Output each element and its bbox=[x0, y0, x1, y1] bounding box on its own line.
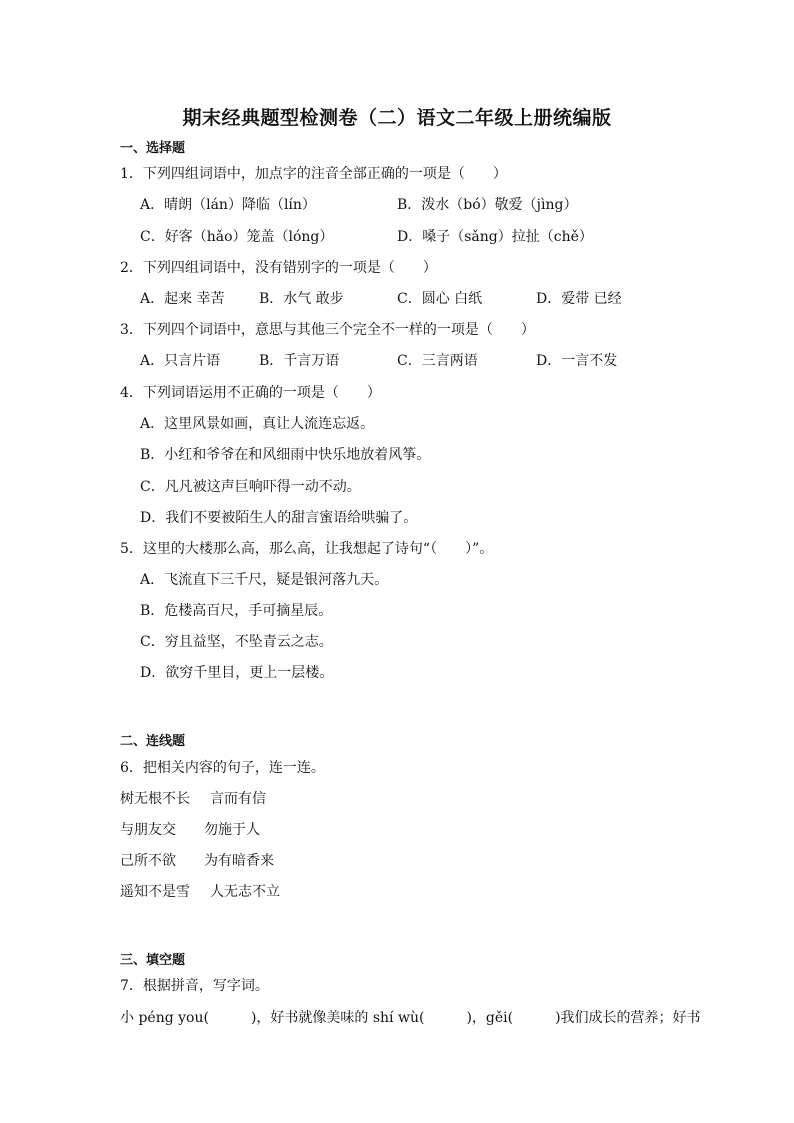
matching-right-2: 勿施于人 bbox=[204, 822, 260, 838]
question-3-option-d: D．一言不发 bbox=[536, 353, 618, 369]
question-4-option-b: B．小红和爷爷在和风细雨中快乐地放着风筝。 bbox=[140, 447, 431, 463]
section-choice-heading: 一、选择题 bbox=[120, 141, 186, 156]
question-1-option-a: A．晴朗（lán）降临（lín） bbox=[140, 197, 316, 213]
section-matching-heading: 二、连线题 bbox=[120, 734, 186, 749]
matching-right-4: 人无志不立 bbox=[210, 884, 280, 900]
question-2-option-a: A．起来 幸苦 bbox=[140, 291, 225, 307]
question-3-option-a: A．只言片语 bbox=[140, 353, 221, 369]
question-1-option-d: D．嗓子（sǎng）拉扯（chě） bbox=[397, 229, 593, 245]
page-title: 期末经典题型检测卷（二）语文二年级上册统编版 bbox=[182, 107, 612, 129]
question-2-stem: 2．下列四组词语中，没有错别字的一项是（ ） bbox=[120, 260, 437, 276]
question-6-stem: 6．把相关内容的句子，连一连。 bbox=[120, 760, 325, 776]
question-7-fill-line: 小 péng you( )，好书就像美味的 shí wù( )，gěi( )我们成长的营养；好书 bbox=[120, 1010, 701, 1026]
question-1-stem: 1．下列四组词语中，加点字的注音全部正确的一项是（ ） bbox=[120, 166, 507, 182]
question-2-option-c: C．圆心 白纸 bbox=[397, 291, 483, 307]
question-5-stem: 5．这里的大楼那么高，那么高，让我想起了诗句“（ ）”。 bbox=[120, 541, 494, 557]
question-7-stem: 7．根据拼音，写字词。 bbox=[120, 978, 269, 994]
question-4-stem: 4．下列词语运用不正确的一项是（ ） bbox=[120, 385, 381, 401]
question-5-option-b: B．危楼高百尺，手可摘星辰。 bbox=[140, 603, 333, 619]
question-3-option-b: B．千言万语 bbox=[259, 353, 340, 369]
question-5-option-d: D．欲穷千里目，更上一层楼。 bbox=[140, 665, 334, 681]
question-2-option-d: D．爱带 已经 bbox=[536, 291, 622, 307]
matching-left-2: 与朋友交 bbox=[120, 822, 176, 838]
question-4-option-d: D．我们不要被陌生人的甜言蜜语给哄骗了。 bbox=[140, 510, 418, 526]
question-4-option-c: C．凡凡被这声巨响吓得一动不动。 bbox=[140, 479, 361, 495]
section-fill-heading: 三、填空题 bbox=[120, 953, 186, 968]
question-1-option-c: C．好客（hǎo）笼盖（lóng） bbox=[140, 229, 334, 245]
question-1-option-b: B．泼水（bó）敬爱（jìng） bbox=[397, 197, 578, 213]
question-2-option-b: B．水气 敢步 bbox=[259, 291, 344, 307]
matching-left-1: 树无根不长 bbox=[120, 791, 190, 807]
question-4-option-a: A．这里风景如画，真让人流连忘返。 bbox=[140, 416, 375, 432]
matching-left-4: 遥知不是雪 bbox=[120, 884, 190, 900]
matching-right-1: 言而有信 bbox=[210, 791, 266, 807]
question-3-option-c: C．三言两语 bbox=[397, 353, 478, 369]
matching-left-3: 己所不欲 bbox=[120, 853, 176, 869]
question-5-option-a: A．飞流直下三千尺，疑是银河落九天。 bbox=[140, 572, 389, 588]
matching-right-3: 为有暗香来 bbox=[204, 853, 274, 869]
question-3-stem: 3．下列四个词语中，意思与其他三个完全不一样的一项是（ ） bbox=[120, 322, 535, 338]
question-5-option-c: C．穷且益坚，不坠青云之志。 bbox=[140, 634, 333, 650]
